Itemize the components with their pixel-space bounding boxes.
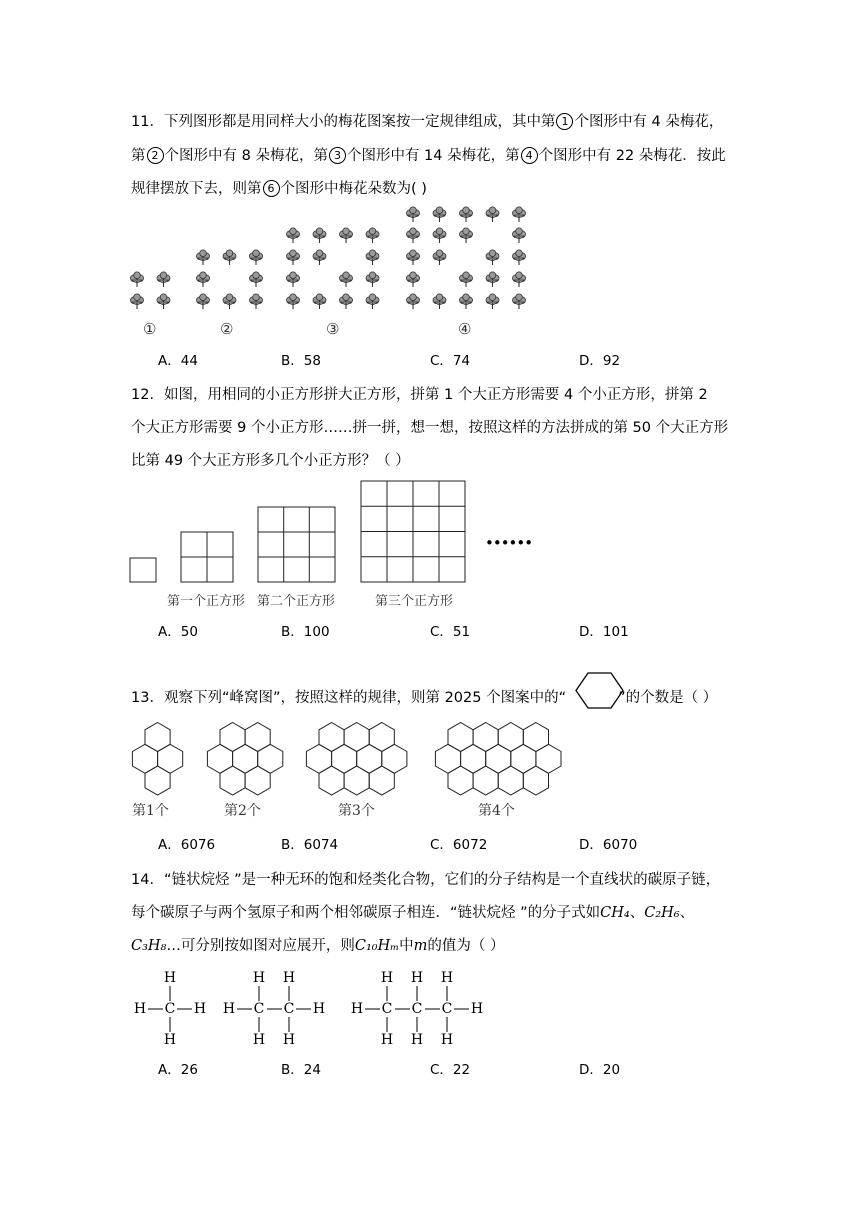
carbon-atom: C [411, 1001, 423, 1017]
figure-caption: 第三个正方形 [375, 594, 454, 609]
option-a[interactable]: A．6076 [158, 837, 216, 853]
q13-text: 13．观察下列“峰窝图”，按照这样的规律，则第 2025 个图案中的“ [131, 690, 567, 706]
hydrogen-atom: H [312, 1001, 326, 1017]
hydrogen-atom: H [410, 1032, 424, 1048]
figure-caption: 第4个 [478, 803, 515, 819]
figure-caption: 第1个 [132, 803, 169, 819]
ellipsis: •••••• [485, 534, 533, 552]
hydrogen-atom: H [380, 1032, 394, 1048]
option-a[interactable]: A．26 [158, 1062, 198, 1078]
circled-number: 4 [521, 147, 538, 164]
q14-text: 、 [679, 905, 695, 921]
q14-text: …可分别按如图对应展开，则 [166, 938, 355, 954]
option-d[interactable]: D．92 [579, 353, 621, 369]
figure-caption: ② [220, 320, 234, 338]
circled-number: 6 [263, 180, 280, 197]
q11-text: 个图形中有 8 朵梅花，第 [164, 148, 328, 164]
option-a[interactable]: A．44 [158, 353, 198, 369]
hydrogen-atom: H [252, 1032, 266, 1048]
figure-caption: ③ [326, 320, 340, 338]
option-b[interactable]: B．24 [281, 1062, 321, 1078]
formula-ch4: CH₄ [600, 905, 630, 921]
figure-caption: 第一个正方形 [167, 594, 246, 609]
option-c[interactable]: C．74 [430, 353, 471, 369]
figure-caption: 第二个正方形 [257, 594, 336, 609]
q11-text: 个图形中有 22 朵梅花．按此 [538, 148, 726, 164]
formula-c3h8: C₃H₈ [131, 938, 167, 954]
q14-text: 中 [399, 938, 414, 954]
carbon-atom: C [253, 1001, 265, 1017]
hydrogen-atom: H [380, 970, 394, 986]
q13-text: ”的个数是（ ） [618, 690, 718, 706]
hydrogen-atom: H [282, 1032, 296, 1048]
option-b[interactable]: B．6074 [281, 837, 339, 853]
option-d[interactable]: D．20 [579, 1062, 621, 1078]
q14-options [0, 1058, 860, 1078]
q12-line-1: 12．如图，用相同的小正方形拼大正方形，拼第 1 个大正方形需要 4 个小正方形，拼第 2 [131, 387, 708, 403]
option-c[interactable]: C．22 [430, 1062, 471, 1078]
carbon-atom: C [164, 1001, 176, 1017]
option-b[interactable]: B．100 [281, 624, 330, 640]
variable-m: m [413, 938, 428, 954]
option-c[interactable]: C．51 [430, 624, 471, 640]
q14-text: 每个碳原子与两个氢原子和两个相邻碳原子相连．“链状烷烃 ”的分子式如 [131, 905, 601, 921]
hydrogen-atom: H [410, 970, 424, 986]
carbon-atom: C [381, 1001, 393, 1017]
formula-c2h6: C₂H₆ [644, 905, 680, 921]
q12-line-3: 比第 49 个大正方形多几个小正方形？（ ） [131, 453, 410, 469]
q11-text: 规律摆放下去，则第 [131, 181, 262, 197]
hydrogen-atom: H [252, 970, 266, 986]
hydrogen-atom: H [440, 970, 454, 986]
q14-text: 的值为（ ） [427, 938, 505, 954]
q14-text: 、 [629, 905, 645, 921]
hydrogen-atom: H [440, 1032, 454, 1048]
carbon-atom: C [283, 1001, 295, 1017]
hydrogen-atom: H [133, 1001, 147, 1017]
figure-caption: 第2个 [224, 803, 261, 819]
q14-line-1: 14．“链状烷烃 ”是一种无环的饱和烃类化合物，它们的分子结构是一个直线状的碳原子链， [131, 872, 721, 888]
option-d[interactable]: D．101 [579, 624, 629, 640]
option-b[interactable]: B．58 [281, 353, 321, 369]
hydrogen-atom: H [163, 1032, 177, 1048]
hydrogen-atom: H [193, 1001, 207, 1017]
q11-text: 11．下列图形都是用同样大小的梅花图案按一定规律组成，其中第 [131, 114, 556, 130]
circled-number: 1 [556, 113, 573, 130]
hydrogen-atom: H [350, 1001, 364, 1017]
hydrogen-atom: H [222, 1001, 236, 1017]
carbon-atom: C [441, 1001, 453, 1017]
figure-caption: 第3个 [338, 803, 375, 819]
option-a[interactable]: A．50 [158, 624, 198, 640]
hydrogen-atom: H [470, 1001, 484, 1017]
q12-line-2: 个大正方形需要 9 个小正方形……拼一拼，想一想，按照这样的方法拼成的第 50 个大正方形 [131, 420, 729, 436]
circled-number: 2 [147, 147, 164, 164]
option-c[interactable]: C．6072 [430, 837, 488, 853]
hydrogen-atom: H [282, 970, 296, 986]
q11-text: 个图形中有 4 朵梅花， [574, 114, 724, 130]
option-d[interactable]: D．6070 [579, 837, 638, 853]
hydrogen-atom: H [163, 970, 177, 986]
formula-c10hm: C₁₀Hₘ [354, 938, 400, 954]
circled-number: 3 [329, 147, 346, 164]
figure-caption: ④ [458, 320, 472, 338]
q11-text: 个图形中梅花朵数为( ) [280, 181, 427, 197]
q11-text: 个图形中有 14 朵梅花，第 [346, 148, 520, 164]
q11-text: 第 [131, 148, 146, 164]
figure-caption: ① [143, 320, 157, 338]
